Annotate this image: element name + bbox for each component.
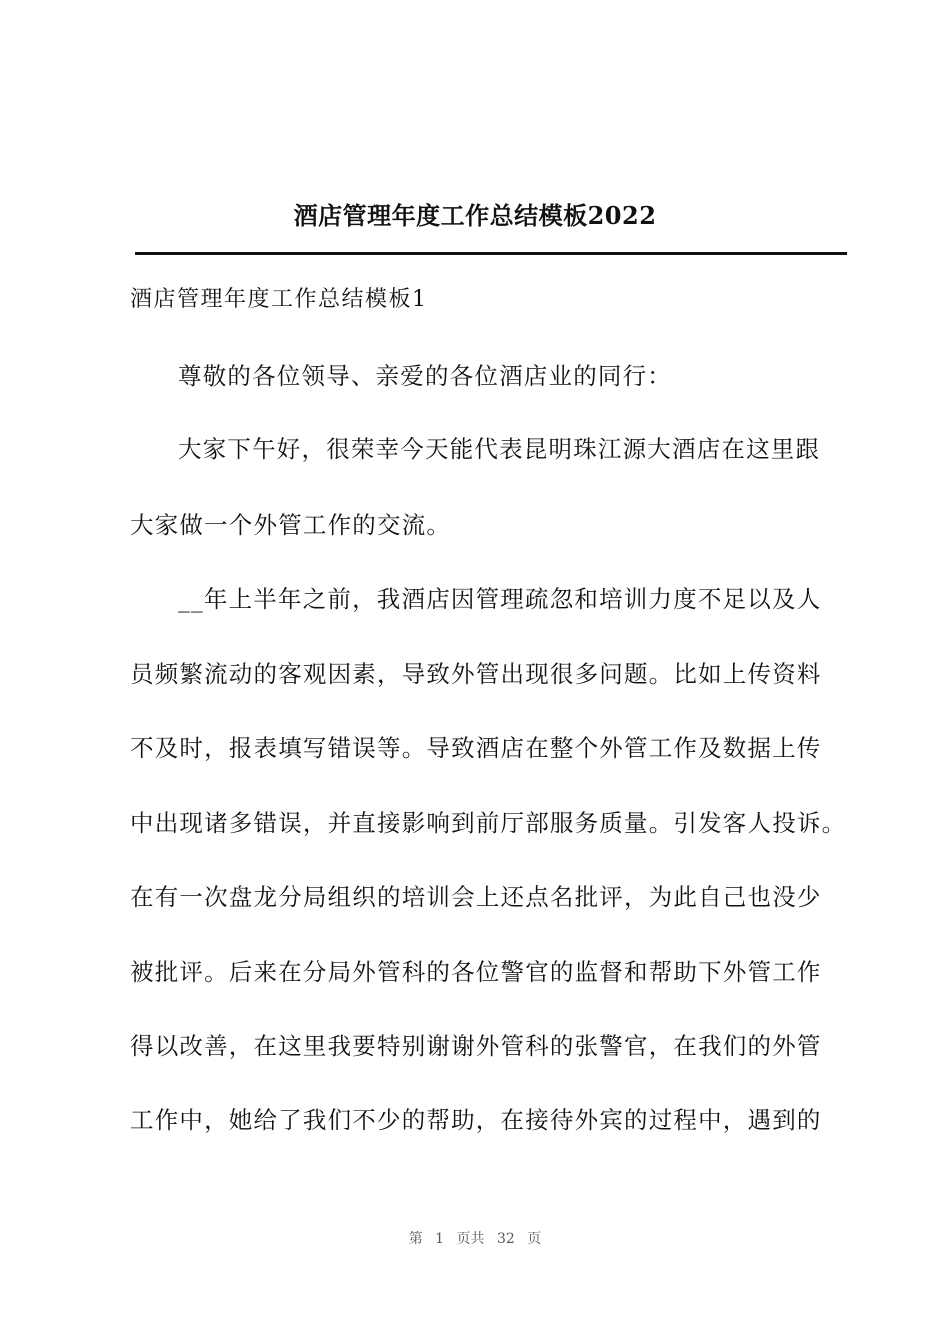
paragraph-line: 被批评。后来在分局外管科的各位警官的监督和帮助下外管工作 <box>130 958 822 986</box>
footer-total-pages: 32 <box>497 1231 515 1247</box>
paragraph-line: 尊敬的各位领导、亲爱的各位酒店业的同行： <box>178 362 672 390</box>
paragraph-line: __年上半年之前，我酒店因管理疏忽和培训力度不足以及人 <box>178 585 822 613</box>
document-title: 酒店管理年度工作总结模板2022 <box>293 201 657 230</box>
page-footer <box>0 1228 950 1248</box>
paragraph-line: 大家下午好，很荣幸今天能代表昆明珠江源大酒店在这里跟 <box>178 435 821 463</box>
section-heading: 酒店管理年度工作总结模板1 <box>130 287 428 312</box>
footer-middle: 页共 <box>456 1231 485 1247</box>
paragraph-line: 在有一次盘龙分局组织的培训会上还点名批评，为此自己也没少 <box>130 883 822 911</box>
footer-prefix: 第 <box>408 1231 423 1247</box>
paragraph-line: 得以改善，在这里我要特别谢谢外管科的张警官，在我们的外管 <box>130 1032 822 1060</box>
footer-page-number: 1 <box>435 1231 445 1247</box>
paragraph-line: 不及时，报表填写错误等。导致酒店在整个外管工作及数据上传 <box>130 734 822 762</box>
footer-suffix: 页 <box>527 1231 542 1247</box>
title-divider <box>135 252 847 255</box>
paragraph-line: 员频繁流动的客观因素，导致外管出现很多问题。比如上传资料 <box>130 660 822 688</box>
paragraph-line: 大家做一个外管工作的交流。 <box>130 511 452 539</box>
paragraph-line: 中出现诸多错误，并直接影响到前厅部服务质量。引发客人投诉。 <box>130 809 847 837</box>
paragraph-line: 工作中，她给了我们不少的帮助，在接待外宾的过程中，遇到的 <box>130 1106 822 1134</box>
